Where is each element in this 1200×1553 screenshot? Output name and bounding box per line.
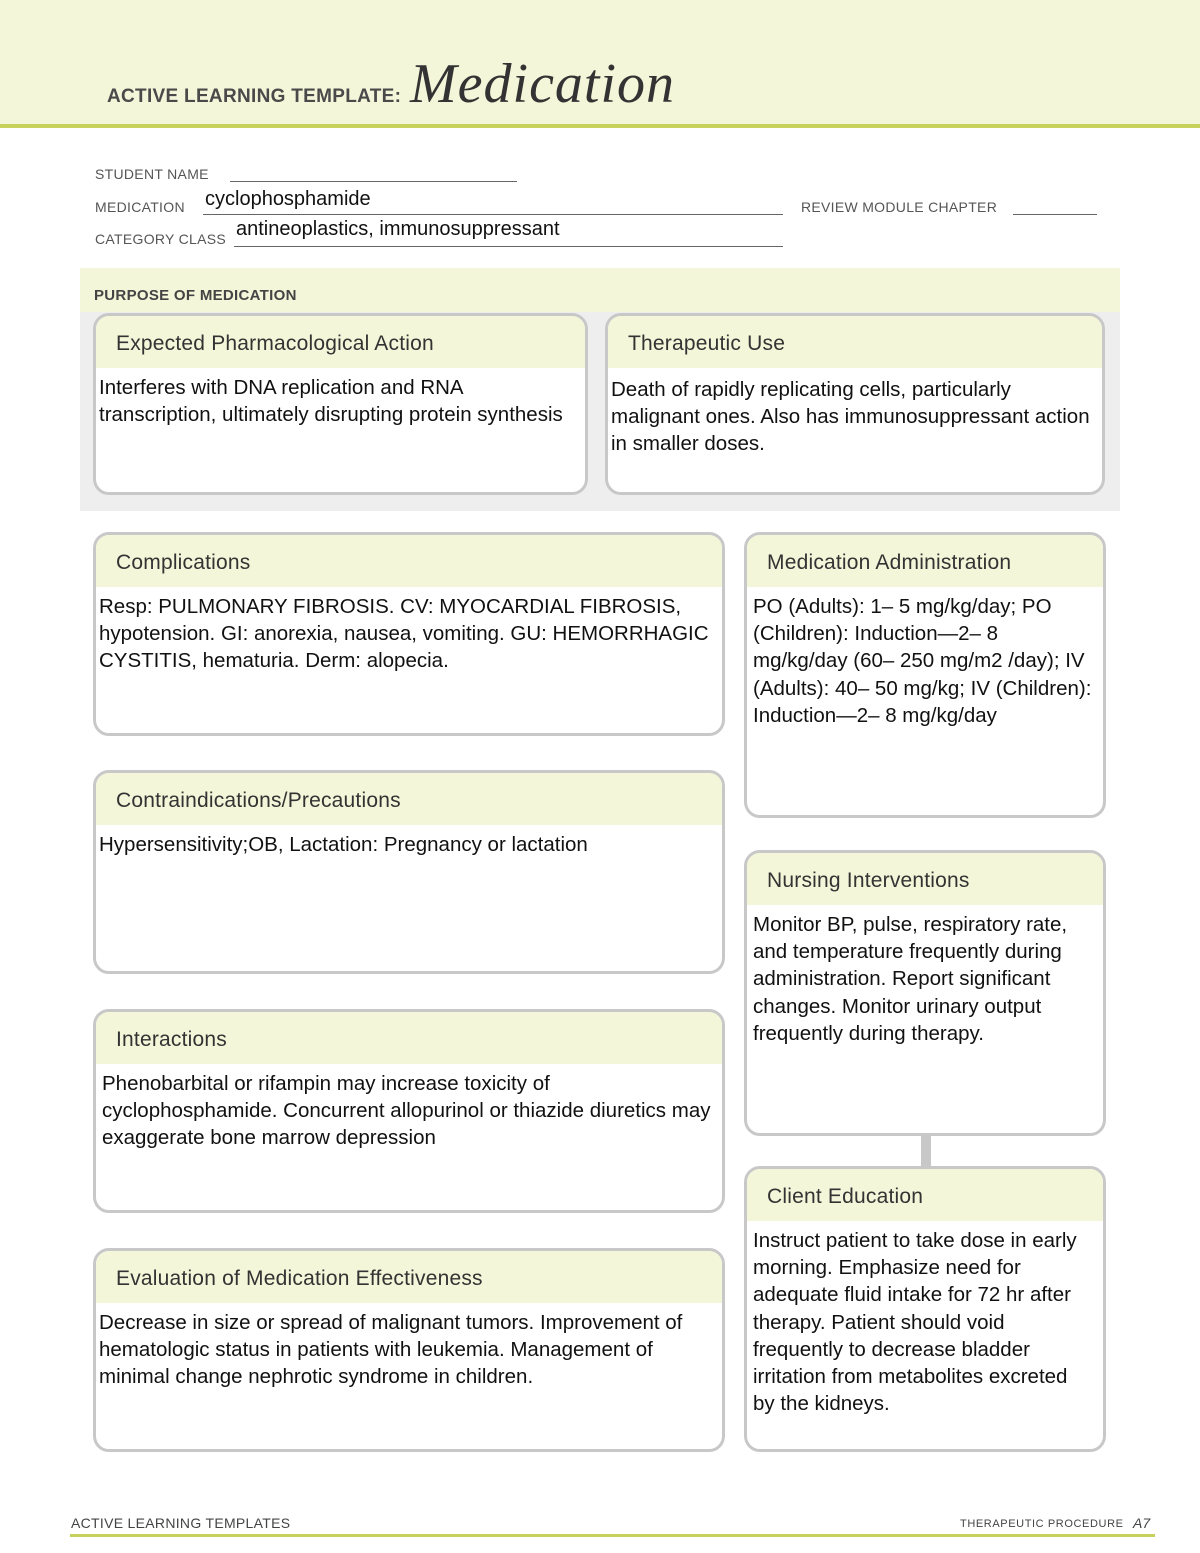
page-title: Medication [410, 53, 676, 115]
interactions-title: Interactions [96, 1012, 722, 1064]
therapeutic-use-card [605, 313, 1105, 495]
contraindications-title: Contraindications/Precautions [96, 773, 722, 825]
client-education-card [744, 1166, 1106, 1452]
interactions-card [93, 1009, 725, 1213]
administration-card [744, 532, 1106, 818]
footer-template-name: ACTIVE LEARNING TEMPLATES [71, 1515, 291, 1531]
page-number: A7 [1133, 1515, 1151, 1531]
expected-action-title: Expected Pharmacological Action [96, 316, 585, 368]
expected-action-text[interactable]: Interferes with DNA replication and RNA transcription, ultimately disrupting protein synthesis [99, 376, 563, 427]
client-education-title: Client Education [747, 1169, 1103, 1221]
medication-value: cyclophosphamide [205, 188, 371, 210]
nursing-title: Nursing Interventions [747, 853, 1103, 905]
evaluation-title: Evaluation of Medication Effectiveness [96, 1251, 722, 1303]
contraindications-text[interactable]: Hypersensitivity;OB, Lactation: Pregnancy or lactation [99, 833, 588, 856]
therapeutic-use-title: Therapeutic Use [608, 316, 1102, 368]
medication-label: MEDICATION [95, 199, 185, 215]
client-education-text[interactable]: Instruct patient to take dose in early morning. Emphasize need for adequate fluid intake for 72 hr after therapy. Patient should void frequently to decrease bladder irritation from metabolites excreted by the kidneys. [753, 1229, 1077, 1416]
evaluation-text[interactable]: Decrease in size or spread of malignant tumors. Improvement of hematologic status in patients with leukemia. Management of minimal change nephrotic syndrome in children. [99, 1311, 683, 1389]
administration-title: Medication Administration [747, 535, 1103, 587]
therapeutic-use-text[interactable]: Death of rapidly replicating cells, particularly malignant ones. Also has immunosuppressant action in smaller doses. [611, 378, 1090, 456]
nursing-card [744, 850, 1106, 1136]
complications-card [93, 532, 725, 736]
review-module-field[interactable] [1013, 214, 1097, 215]
interactions-text[interactable]: Phenobarbital or rifampin may increase toxicity of cyclophosphamide. Concurrent allopurinol or thiazide diuretics may exaggerate bone marrow depression [102, 1072, 711, 1150]
category-class-label: CATEGORY CLASS [95, 231, 227, 247]
purpose-label: PURPOSE OF MEDICATION [94, 287, 297, 304]
evaluation-card [93, 1248, 725, 1452]
footer-divider [70, 1534, 1155, 1537]
contraindications-card [93, 770, 725, 974]
administration-text[interactable]: PO (Adults): 1– 5 mg/kg/day; PO (Children): Induction—2– 8 mg/kg/day (60– 250 mg/m2 /day); IV (Adults): 40– 50 mg/kg; IV (Children): Induction—2– 8 mg/kg/day [753, 595, 1092, 727]
header-divider [0, 124, 1200, 128]
complications-title: Complications [96, 535, 722, 587]
footer-section-name: THERAPEUTIC PROCEDURE [960, 1518, 1124, 1530]
card-connector [921, 1135, 931, 1167]
complications-text[interactable]: Resp: PULMONARY FIBROSIS. CV: MYOCARDIAL FIBROSIS, hypotension. GI: anorexia, nausea, vomiting. GU: HEMORRHAGIC CYSTITIS, hematuria. Derm: alopecia. [99, 595, 709, 673]
nursing-text[interactable]: Monitor BP, pulse, respiratory rate, and temperature frequently during administration. Report significant changes. Monitor urinary output frequently during therapy. [753, 913, 1068, 1045]
expected-action-card [93, 313, 588, 495]
review-module-label: REVIEW MODULE CHAPTER [801, 199, 998, 215]
student-name-label: STUDENT NAME [95, 166, 209, 182]
student-name-field[interactable] [230, 181, 517, 182]
category-class-value: antineoplastics, immunosuppressant [236, 218, 560, 240]
template-label: ACTIVE LEARNING TEMPLATE: [107, 86, 402, 107]
category-class-field[interactable] [234, 246, 783, 247]
medication-field[interactable] [203, 214, 783, 215]
